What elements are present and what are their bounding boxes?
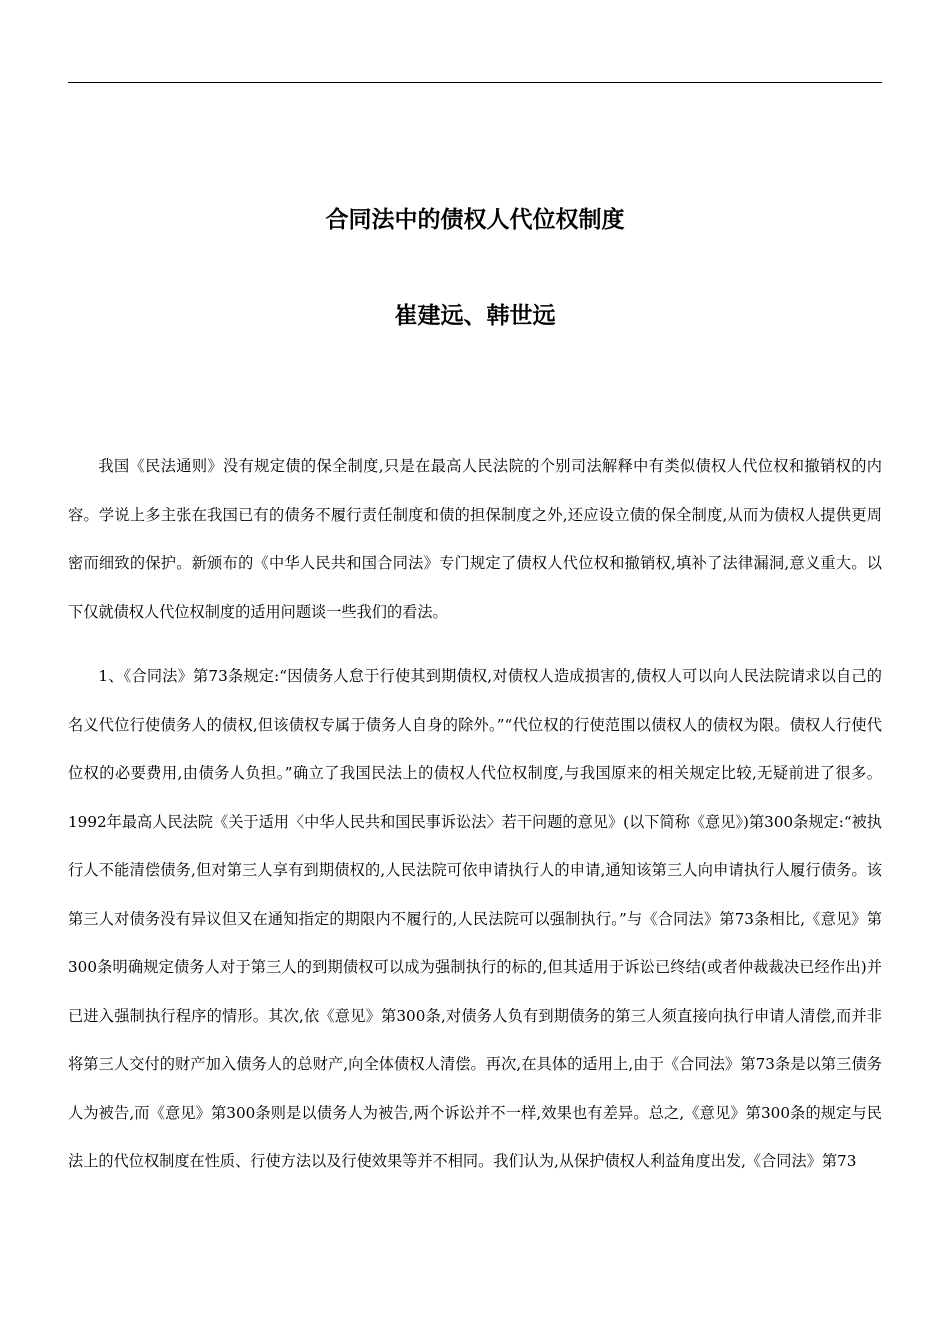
document-author: 崔建远、韩世远 [394,303,556,329]
document-title: 合同法中的债权人代位权制度 [325,207,625,233]
paragraph-article-73: 1、《合同法》第73条规定:“因债务人怠于行使其到期债权,对债权人造成损害的,债权人可以向人民法院请求以自己的名义代位行使债务人的债权,但该债权专属于债务人自身的除外。”“代位权的行使范围以债权人的债权为限。债权人行使代位权的必要费用,由债务人负担。”确立了我国民法上的债权人代位权制度,与我国原来的相关规定比较,无疑前进了很多。1992年最高人民法院《关于适用〈中华人民共和国民事诉讼法〉若干问题的意见》(以下简称《意见》)第300条规定:“被执行人不能清偿债务,但对第三人享有到期债权的,人民法院可依申请执行人的申请,通知该第三人向申请执行人履行债务。该第三人对债务没有异议但又在通知指定的期限内不履行的,人民法院可以强制执行。”与《合同法》第73条相比,《意见》第300条明确规定债务人对于第三人的到期债权可以成为强制执行的标的,但其适用于诉讼已终结(或者仲裁裁决已经作出)并已进入强制执行程序的情形。其次,依《意见》第300条,对债务人负有到期债务的第三人须直接向执行申请人清偿,而并非将第三人交付的财产加入债务人的总财产,向全体债权人清偿。再次,在具体的适用上,由于《合同法》第73条是以第三债务人为被告,而《意见》第300条则是以债务人为被告,两个诉讼并不一样,效果也有差异。总之,《意见》第300条的规定与民法上的代位权制度在性质、行使方法以及行使效果等并不相同。我们认为,从保护债权人利益角度出发,《合同法》第73 [68,667,882,1170]
header-rule [68,82,882,83]
paragraph-intro: 我国《民法通则》没有规定债的保全制度,只是在最高人民法院的个别司法解释中有类似债权人代位权和撤销权的内容。学说上多主张在我国已有的债务不履行责任制度和债的担保制度之外,还应设立债的保全制度,从而为债权人提供更周密而细致的保护。新颁布的《中华人民共和国合同法》专门规定了债权人代位权和撤销权,填补了法律漏洞,意义重大。以下仅就债权人代位权制度的适用问题谈一些我们的看法。 [68,457,882,621]
